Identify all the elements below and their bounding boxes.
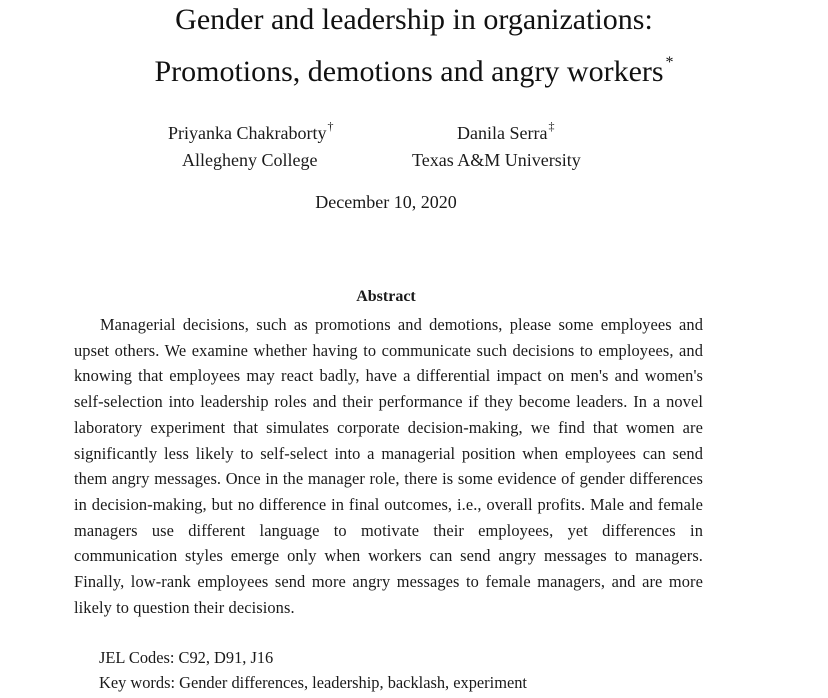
- author-2-footnote-mark: ‡: [548, 119, 555, 133]
- abstract-body: Managerial decisions, such as promotions and demotions, please some employees and upset others. We examine whether having to communicate such decisions to employees, and knowing that employees may react badly, have a differential impact on men's and women's self-selection into leadership roles and their performance if they become leaders. In a novel laboratory experiment that simulates corporate decision-making, we find that women are significantly less likely to self-select into a managerial position when employees can send them angry messages. Once in the manager role, there is some evidence of gender differences in decision-making, but no difference in final outcomes, i.e., overall profits. Male and female managers use different language to motivate their employees, yet differences in communication styles emerge only when workers can send angry messages to managers. Finally, low-rank employees send more angry messages to female managers, and are more likely to question their decisions.: [74, 315, 703, 617]
- title-line-1: Gender and leadership in organizations:: [175, 3, 653, 36]
- title-line-2: [0, 55, 828, 87]
- abstract-heading: Abstract: [356, 288, 416, 305]
- title-line-2-text: Promotions, demotions and angry workers: [154, 55, 664, 88]
- jel-codes: JEL Codes: C92, D91, J16: [99, 648, 274, 667]
- keywords: Key words: Gender differences, leadership, backlash, experiment: [99, 673, 527, 692]
- author-1-footnote-mark: †: [327, 119, 334, 133]
- author-1-affiliation: Allegheny College: [182, 150, 318, 170]
- author-2-name-block: [457, 120, 554, 142]
- paper-date: December 10, 2020: [315, 192, 457, 212]
- author-1-name-block: [168, 120, 333, 142]
- title-footnote-mark: *: [665, 54, 674, 71]
- author-2-name: Danila Serra: [457, 123, 548, 143]
- author-1-name: Priyanka Chakraborty: [168, 123, 327, 143]
- author-2-affiliation: Texas A&M University: [412, 150, 581, 170]
